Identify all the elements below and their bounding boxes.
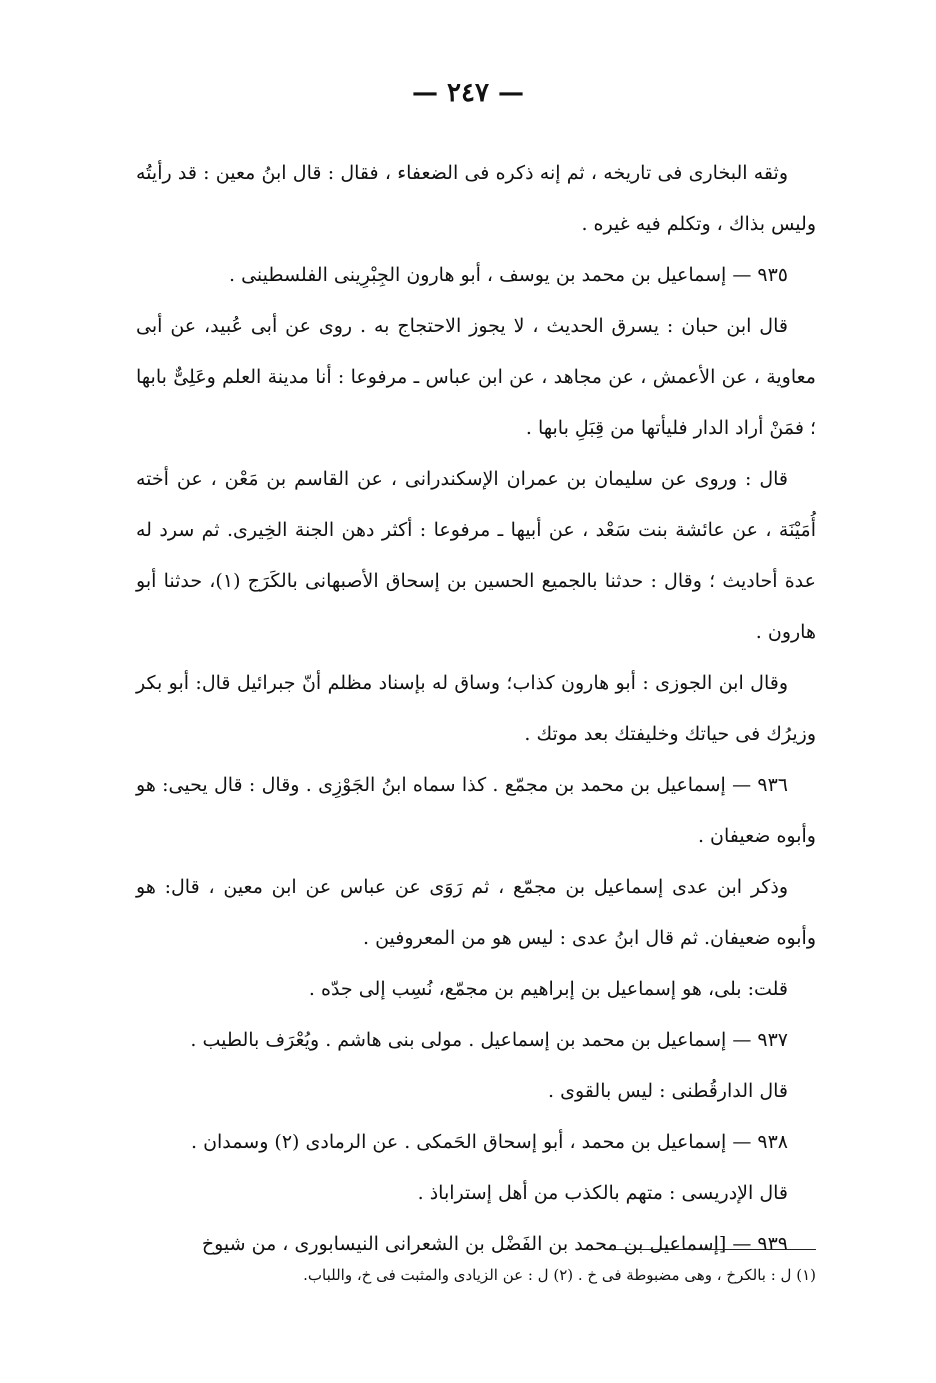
entry-935: ٩٣٥ — إسماعيل بن محمد بن يوسف ، أبو هارون الجِبْرِينى الفلسطينى . [228,264,788,286]
entry-936: ٩٣٦ — إسماعيل بن محمد بن مجمّع . كذا سماه ابنُ الجَوْزِى . وقال : قال يحيى: هو وأبوه ضعيفان . [136,774,816,847]
paragraph-7: وذكر ابن عدى إسماعيل بن مجمّع ، ثم رَوَى عن عباس عن ابن معين ، قال: هو وأبوه ضعيفان. ثم قال ابنُ عدى : ليس هو من المعروفين . [136,876,816,949]
paragraph-1: وثقه البخارى فى تاريخه ، ثم إنه ذكره فى الضعفاء ، فقال : قال ابنُ معين : قد رأيتُه وليس بذاك ، وتكلم فيه غيره . [136,162,816,235]
page-number: — ٢٤٧ — [411,78,525,108]
body-text [136,148,816,1270]
paragraph-12: قال الإدريسى : متهم بالكذب من أهل إستراباذ . [417,1182,788,1204]
footnote-divider [606,1249,816,1250]
footnotes: (١) ل : بالكرخ ، وهى مضبوطة فى خ . (٢) ل : عن الزيادى والمثبت فى خ، واللباب. [303,1266,816,1284]
paragraph-5: وقال ابن الجوزى : أبو هارون كذاب؛ وساق له بإسناد مظلم أنّ جبرائيل قال: أبو بكر وزيرُك فى حياتك وخليفتك بعد موتك . [136,672,816,745]
paragraph-3: قال ابن حبان : يسرق الحديث ، لا يجوز الاحتجاج به . روى عن أبى عُبيد، عن أبى معاوية ، عن الأعمش ، عن مجاهد ، عن ابن عباس ـ مرفوعا : أنا مدينة العلم وعَلِىٌّ بابها ؛ فمَنْ أراد الدار فليأتها من قِبَلِ بابها . [136,315,816,439]
entry-938: ٩٣٨ — إسماعيل بن محمد ، أبو إسحاق الحَمكى . عن الرمادى (٢) وسمدان . [191,1131,788,1153]
paragraph-4: قال : وروى عن سليمان بن عمران الإسكندرانى ، عن القاسم بن مَعْن ، عن أخته أُمَيْنَة ، عن عائشة بنت سَعْد ، عن أبيها ـ مرفوعا : أكثر دهن الجنة الخِيرى. ثم سرد له عدة أحاديث ؛ وقال : حدثنا بالجميع الحسين بن إسحاق الأصبهانى بالكَرَج (١)، حدثنا أبو هارون . [136,468,816,643]
entry-937: ٩٣٧ — إسماعيل بن محمد بن إسماعيل . مولى بنى هاشم . ويُعْرَف بالطيب . [190,1029,788,1051]
entry-939: ٩٣٩ — [إسماعيل بن محمد بن الفَضْل بن الشعرانى النيسابورى ، من شيوخ [201,1233,788,1255]
paragraph-10: قال الدارقُطنى : ليس بالقوى . [548,1080,788,1102]
paragraph-8: قلت: بلى، هو إسماعيل بن إبراهيم بن مجمّع، نُسِب إلى جدّه . [308,978,788,1000]
